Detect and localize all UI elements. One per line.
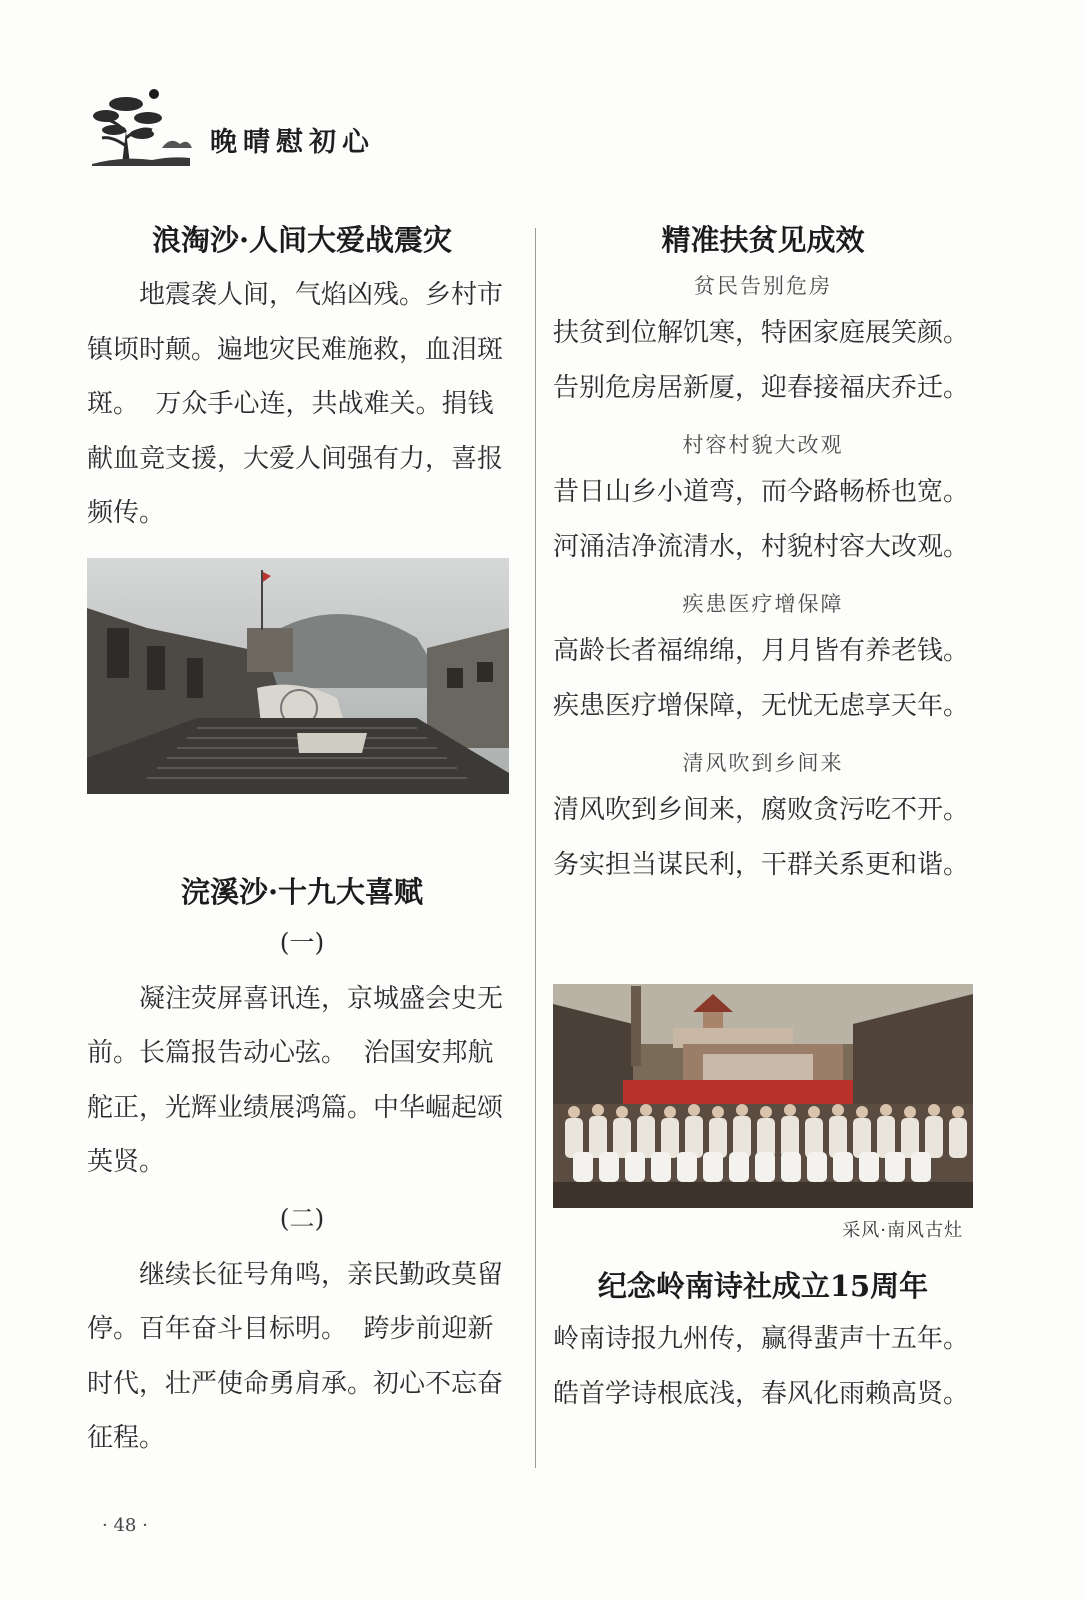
poem-line: 征程。 bbox=[87, 1423, 166, 1453]
header-title: 晚晴慰初心 bbox=[210, 127, 375, 158]
poem-line: 清风吹到乡间来，腐败贪污吃不开。 bbox=[553, 795, 970, 825]
poem-line: 扶贫到位解饥寒，特困家庭展笑颜。 bbox=[553, 318, 970, 348]
section-number: (二) bbox=[279, 1203, 325, 1233]
poem-subsection bbox=[553, 743, 973, 892]
poem-line: 昔日山乡小道弯，而今路畅桥也宽。 bbox=[553, 477, 970, 507]
earthquake-ruins-photo bbox=[87, 558, 509, 794]
poem-section bbox=[553, 1260, 973, 1421]
poem-line: 河涌洁净流清水，村貌村容大改观。 bbox=[553, 531, 970, 562]
poem-line: 停。百年奋斗目标明。 跨步前迎新 bbox=[87, 1314, 494, 1344]
page-header bbox=[92, 86, 412, 168]
poem-line: 疾患医疗增保障，无忧无虑享天年。 bbox=[553, 690, 970, 721]
poem-title: 纪念岭南诗社成立15周年 bbox=[597, 1269, 929, 1303]
poem-line: 时代，壮严使命勇肩承。初心不忘奋 bbox=[87, 1368, 504, 1399]
poem-line: 凝注荧屏喜讯连，京城盛会史无 bbox=[139, 983, 504, 1014]
poem-title: 精准扶贫见成效 bbox=[661, 223, 865, 257]
right-column bbox=[553, 214, 973, 1421]
poem-body bbox=[87, 268, 517, 541]
poem-line: 岭南诗报九州传，赢得蜚声十五年。 bbox=[553, 1324, 970, 1354]
poem-line: 皓首学诗根底浅，春风化雨赖高贤。 bbox=[553, 1378, 970, 1409]
poem-line: 高龄长者福绵绵，月月皆有养老钱。 bbox=[553, 636, 970, 666]
poem-title: 浣溪沙·十九大喜赋 bbox=[180, 874, 424, 909]
poem-line: 舵正，光辉业绩展鸿篇。中华崛起颂 bbox=[87, 1092, 504, 1123]
poem-line: 镇顷时颠。遍地灾民难施救，血泪斑 bbox=[87, 334, 504, 365]
poem-line: 频传。 bbox=[87, 498, 166, 528]
poem-section bbox=[87, 866, 517, 1466]
poem-line: 英贤。 bbox=[87, 1147, 166, 1177]
subsection-heading: 村容村貌大改观 bbox=[682, 433, 844, 457]
poem-line: 献血竞支援，大爱人间强有力，喜报 bbox=[87, 443, 504, 474]
group-photo bbox=[553, 984, 973, 1208]
subsection-heading: 疾患医疗增保障 bbox=[682, 592, 844, 616]
poem-subsection bbox=[553, 584, 973, 733]
poem-line: 前。长篇报告动心弦。 治国安邦航 bbox=[87, 1038, 494, 1068]
page-number: · 48 · bbox=[102, 1515, 148, 1536]
left-column bbox=[87, 214, 517, 1466]
poem-line: 继续长征号角鸣，亲民勤政莫留 bbox=[139, 1259, 504, 1290]
section-number: (一) bbox=[279, 927, 325, 957]
photo-caption: 采风·南风古灶 bbox=[842, 1220, 963, 1241]
poem-line: 斑。 万众手心连，共战难关。捐钱 bbox=[87, 389, 494, 419]
poem-subsection bbox=[553, 425, 973, 574]
poem-line: 务实担当谋民利，干群关系更和谐。 bbox=[553, 849, 970, 880]
column-divider bbox=[535, 228, 536, 1468]
subsection-heading: 清风吹到乡间来 bbox=[682, 751, 844, 775]
subsection-heading: 贫民告别危房 bbox=[694, 274, 832, 298]
poem-subsection bbox=[553, 266, 973, 415]
poem-title: 浪淘沙·人间大爱战震灾 bbox=[151, 223, 453, 257]
poem-line: 地震袭人间，气焰凶残。乡村市 bbox=[139, 280, 504, 310]
pine-tree-logo-icon bbox=[92, 86, 202, 168]
poem-line: 告别危房居新厦，迎春接福庆乔迁。 bbox=[553, 372, 970, 403]
